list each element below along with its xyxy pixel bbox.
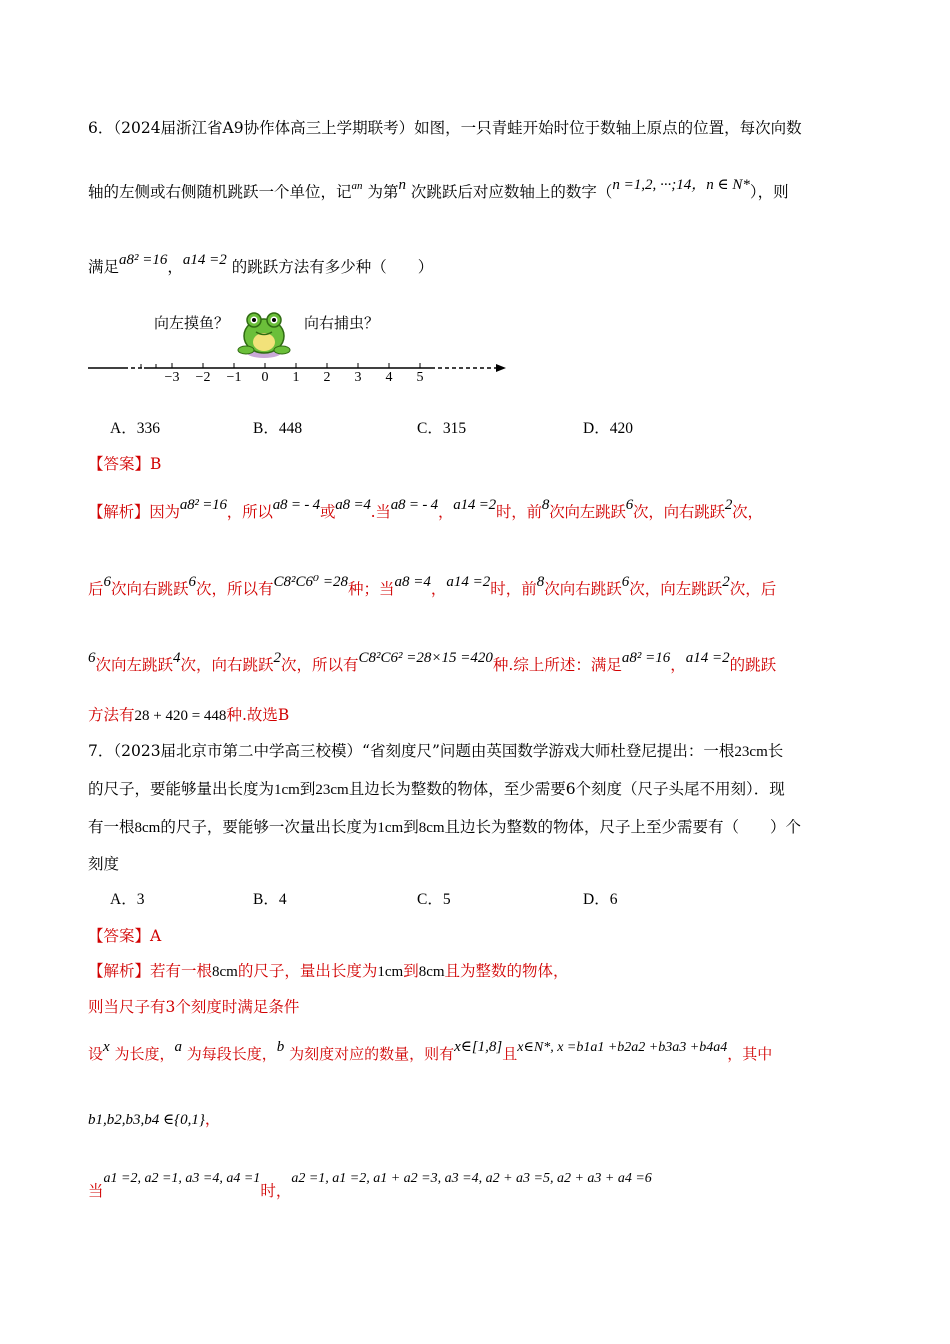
- analysis-text: 次向左跳跃: [95, 656, 174, 674]
- analysis-text: 种.故选B: [226, 706, 290, 724]
- analysis-math: 2: [722, 574, 730, 590]
- q7-stem-text: 且边长为整数的物体，尺子上至少需要有（ ）个: [444, 818, 802, 836]
- q7-line4: 刻度: [88, 855, 120, 873]
- analysis-math: a8² =16: [621, 650, 671, 666]
- q7-option-a: A．3: [110, 891, 145, 908]
- analysis-math: a14 =2: [453, 497, 496, 513]
- analysis-math: b: [276, 1039, 285, 1055]
- q7-option-b: B．4: [253, 891, 287, 908]
- q6-stem-text: 次跳跃后对应数轴上的数字（: [410, 183, 613, 201]
- analysis-text: 次向右跳跃: [111, 580, 189, 598]
- analysis-math: 2: [724, 497, 733, 513]
- axis-tick-label: 2: [323, 370, 331, 385]
- analysis-math: x∈[1,8]: [454, 1039, 503, 1055]
- axis-tick-label: −3: [164, 370, 180, 385]
- analysis-text: ，: [670, 656, 686, 674]
- q7-stem-text: 的尺子，要能够量出长度为: [88, 780, 275, 798]
- q7-math: 23cm: [315, 782, 349, 798]
- analysis-text: 【解析】若有一根: [88, 962, 213, 980]
- q7-analysis-line1: [88, 960, 858, 983]
- axis-tick-label: 1: [292, 370, 300, 385]
- analysis-math: x∈N*, x =b1a1 +b2a2 +b3a3 +b4a4: [517, 1040, 728, 1055]
- axis-tick-label: 4: [385, 370, 393, 385]
- q6-stem-text: ），则: [749, 183, 789, 201]
- q6-option-a: A．336: [110, 420, 160, 437]
- analysis-math: 6: [88, 650, 96, 666]
- analysis-math: 4: [173, 650, 181, 666]
- q6-line3: 满足a8² =16，a14 =2 的跳跃方法有多少种（ ）: [88, 252, 434, 276]
- analysis-text: 次，: [732, 503, 763, 521]
- analysis-text: 次，向右跳跃: [633, 503, 725, 521]
- analysis-text: 次，向右跳跃: [180, 656, 274, 674]
- q7-math: 23cm: [734, 744, 768, 760]
- analysis-text: 次向右跳跃: [544, 580, 622, 598]
- analysis-text: 且为整数的物体，: [444, 962, 569, 980]
- analysis-text: 为长度，: [114, 1045, 175, 1063]
- q7-option-d: D．6: [583, 891, 618, 908]
- q6-line1: [88, 117, 858, 139]
- q7-stem-text: 且边长为整数的物体，至少需要6个刻度（尺子头尾不用刻）．现: [348, 780, 785, 798]
- analysis-math: a14 =2: [446, 574, 491, 590]
- q7-line3: [88, 816, 858, 839]
- analysis-text: ，: [437, 503, 454, 521]
- q6-stem-text: 6．（2024届浙江省A9协作体高三上学期联考）如图，一只青蛙开始时位于数轴上原点的位置，每次向数: [88, 119, 802, 137]
- analysis-text: 种；当: [347, 580, 395, 598]
- q7-analysis-line5: [88, 1171, 858, 1204]
- figure-left-text: 向左摸鱼？: [154, 314, 230, 332]
- analysis-math: 8: [541, 497, 550, 513]
- q6-option-d: D．420: [583, 420, 633, 437]
- q7-stem-text: 7．（2023届北京市第二中学高三校模）“省刻度尺”问题由英国数学游戏大师杜登尼提出：一根: [88, 742, 735, 760]
- analysis-text: 时，: [260, 1182, 292, 1200]
- analysis-math: a8² =16: [179, 497, 227, 513]
- axis-tick-label: −1: [226, 370, 242, 385]
- q6-option-b: B．448: [253, 420, 303, 437]
- analysis-math: x: [103, 1039, 110, 1055]
- q6-stem-text: 满足: [88, 258, 120, 276]
- q7-stem-text: 到: [403, 818, 419, 836]
- analysis-text: 次，向左跳跃: [629, 580, 723, 598]
- axis-arrow-icon: [496, 364, 506, 372]
- q7-stem-text: 到: [299, 780, 316, 798]
- q7-analysis-line3: [88, 1039, 858, 1067]
- q7-answer: 【答案】A: [88, 927, 162, 945]
- analysis-text: 时，前: [490, 580, 537, 598]
- q7-analysis-line2: 则当尺子有3个刻度时满足条件: [88, 998, 300, 1016]
- q6-line2: [88, 177, 858, 205]
- q7-option-c: C．5: [417, 891, 451, 908]
- math-a14: a14 =2: [182, 252, 227, 268]
- analysis-math: 2: [273, 650, 282, 666]
- q7-math: 8cm: [134, 820, 161, 836]
- q6-stem-text: 轴的左侧或右侧随机跳跃一个单位，记: [88, 183, 352, 201]
- analysis-text: 次，所以有: [196, 580, 274, 598]
- axis-tick-label: 5: [416, 370, 424, 385]
- analysis-math: 8cm: [212, 964, 238, 980]
- analysis-text: 的跳跃: [729, 656, 777, 674]
- analysis-math: a: [174, 1039, 182, 1055]
- analysis-math: a8 = - 4: [390, 497, 438, 513]
- math-an: an: [351, 180, 363, 192]
- analysis-text: 后: [88, 580, 104, 598]
- analysis-math: 6: [103, 574, 112, 590]
- analysis-math: a8 =4: [394, 574, 431, 590]
- analysis-math: a2 =1, a1 =2, a1 + a2 =3, a3 =4, a2 + a3 =5, a2 + a3 + a4 =6: [291, 1171, 652, 1186]
- axis-tick-label: 0: [261, 370, 269, 385]
- q7-stem-text: 有一根: [88, 818, 135, 836]
- analysis-text: 为每段长度，: [186, 1045, 277, 1063]
- analysis-text: 次向左跳跃: [549, 503, 626, 521]
- q7-stem-text: 的尺子，要能够一次量出长度为: [160, 818, 378, 836]
- q7-math: 1cm: [377, 820, 404, 836]
- analysis-text: .当: [370, 503, 391, 521]
- analysis-text: 设: [88, 1045, 104, 1063]
- q7-line2: [88, 778, 858, 801]
- q6-option-c: C．315: [417, 420, 467, 437]
- q6-analysis-line2: [88, 574, 858, 601]
- number-line-figure: [86, 306, 516, 390]
- frog-icon: [238, 313, 290, 358]
- analysis-text: 时，前: [495, 503, 542, 521]
- analysis-text: 方法有: [88, 706, 135, 724]
- analysis-text: 次，所以有: [281, 656, 359, 674]
- q7-math: 1cm: [274, 782, 300, 798]
- analysis-math: a1 =2, a2 =1, a3 =4, a4 =1: [103, 1171, 261, 1186]
- analysis-math: 8: [536, 574, 545, 590]
- analysis-math: a8 =4: [335, 497, 371, 513]
- q6-stem-text: 的跳跃方法有多少种（ ）: [231, 258, 434, 276]
- analysis-text: ，其中: [727, 1045, 773, 1063]
- analysis-text: ，所以: [226, 503, 273, 521]
- analysis-text: 的尺子，量出长度为: [237, 962, 378, 980]
- q6-answer: 【答案】B: [88, 455, 162, 473]
- axis-tick-label: −2: [195, 370, 211, 385]
- analysis-math: 6: [625, 497, 634, 513]
- q6-analysis-line1: [88, 497, 858, 524]
- analysis-text: 且: [502, 1045, 518, 1063]
- analysis-text: 次，后: [729, 580, 777, 598]
- analysis-text: 种.综上所述：满足: [492, 656, 622, 674]
- axis-tick-label: 3: [354, 370, 362, 385]
- figure-right-text: 向右捕虫？: [304, 314, 380, 332]
- analysis-math: 6: [621, 574, 630, 590]
- analysis-text: 当: [88, 1182, 104, 1200]
- analysis-text: 【解析】因为: [88, 503, 180, 521]
- q6-stem-text: 为第: [367, 183, 399, 201]
- analysis-text: 或: [319, 503, 336, 521]
- q7-stem-text: 长: [767, 742, 784, 760]
- analysis-math: a14 =2: [685, 650, 730, 666]
- analysis-math: b1,b2,b3,b4 ∈{0,1}: [88, 1112, 205, 1128]
- analysis-math: 6: [188, 574, 197, 590]
- analysis-math: 8cm: [418, 964, 445, 980]
- analysis-math: a8 = - 4: [272, 497, 320, 513]
- analysis-text: 到: [403, 962, 419, 980]
- analysis-text: 为刻度对应的数量，则有: [289, 1045, 455, 1063]
- math-condition: n =1,2, ···;14，n ∈ N*: [612, 177, 750, 193]
- math-n: n: [398, 177, 406, 193]
- analysis-text: ，: [204, 1110, 221, 1128]
- analysis-math: 1cm: [377, 964, 404, 980]
- analysis-math: C8²C6⁰ =28: [273, 574, 348, 590]
- analysis-text: ，: [430, 580, 447, 598]
- q7-math: 8cm: [418, 820, 445, 836]
- q7-analysis-line4: [88, 1108, 858, 1131]
- q6-analysis-line4: [88, 704, 858, 727]
- q6-analysis-line3: [88, 650, 858, 677]
- analysis-math: C8²C6² =28×15 =420: [358, 650, 493, 666]
- analysis-math: 28 + 420 = 448: [134, 708, 227, 724]
- math-a8sq: a8² =16: [119, 252, 168, 268]
- q7-line1: [88, 740, 858, 763]
